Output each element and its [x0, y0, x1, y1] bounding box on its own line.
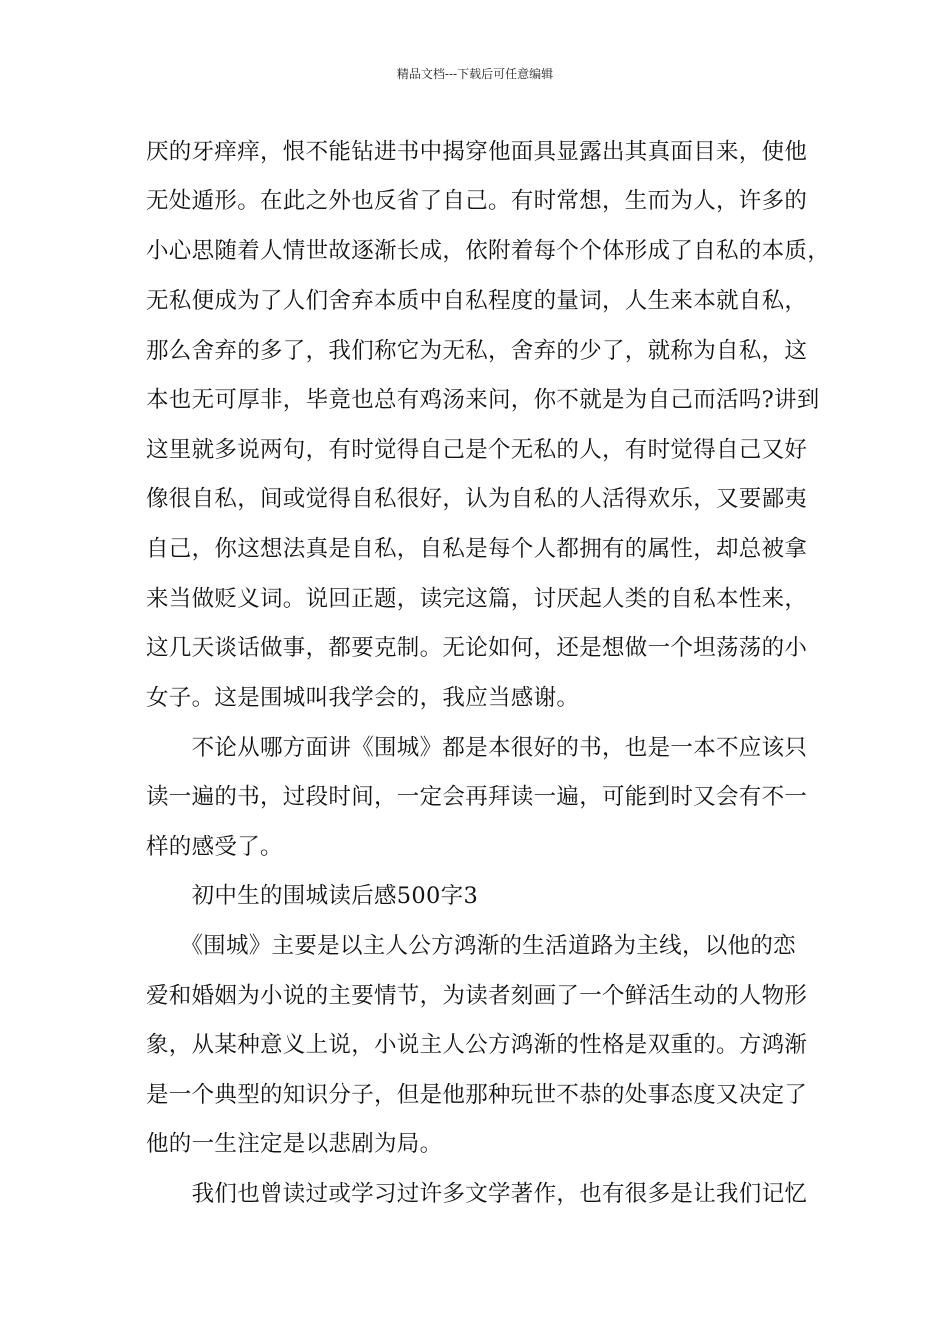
- page-header: 精品文档---下载后可任意编辑: [396, 67, 554, 81]
- text-line: 小心思随着人情世故逐渐长成，依附着每个个体形成了自私的本质，: [146, 238, 831, 264]
- text-line: 自己，你这想法真是自私，自私是每个人都拥有的属性，却总被拿: [146, 536, 808, 562]
- text-line: 女子。这是围城叫我学会的，我应当感谢。: [146, 685, 580, 711]
- text-line: 无私便成为了人们舍弃本质中自私程度的量词，人生来本就自私，: [146, 288, 808, 314]
- text-line: 他的一生注定是以悲剧为局。: [146, 1131, 443, 1157]
- text-line: 无处遁形。在此之外也反省了自己。有时常想，生而为人，许多的: [146, 188, 808, 214]
- text-line: 爱和婚姻为小说的主要情节，为读者刻画了一个鲜活生动的人物形: [146, 983, 808, 1009]
- text-line: 像很自私，间或觉得自私很好，认为自私的人活得欢乐，又要鄙夷: [146, 486, 808, 512]
- text-line: 《围城》主要是以主人公方鸿渐的生活道路为主线，以他的恋: [146, 933, 796, 959]
- text-line: 这几天谈话做事，都要克制。无论如何，还是想做一个坦荡荡的小: [146, 635, 808, 661]
- text-line: 这里就多说两句，有时觉得自己是个无私的人，有时觉得自己又好: [146, 437, 808, 463]
- text-line: 不论从哪方面讲《围城》都是本很好的书，也是一本不应该只: [146, 735, 808, 761]
- text-line: 本也无可厚非，毕竟也总有鸡汤来问，你不就是为自己而活吗?讲到: [146, 387, 820, 413]
- text-line: 样的感受了。: [146, 834, 283, 860]
- section-heading: 初中生的围城读后感500字3: [146, 883, 479, 909]
- text-line: 我们也曾读过或学习过许多文学著作，也有很多是让我们记忆: [146, 1181, 808, 1207]
- text-line: 象，从某种意义上说，小说主人公方鸿渐的性格是双重的。方鸿渐: [146, 1032, 808, 1058]
- text-line: 来当做贬义词。说回正题，读完这篇，讨厌起人类的自私本性来，: [146, 586, 808, 612]
- text-line: 厌的牙痒痒，恨不能钻进书中揭穿他面具显露出其真面目来，使他: [146, 139, 808, 165]
- text-line: 是一个典型的知识分子，但是他那种玩世不恭的处事态度又决定了: [146, 1082, 808, 1108]
- text-line: 那么舍弃的多了，我们称它为无私，舍弃的少了，就称为自私，这: [146, 338, 808, 364]
- text-line: 读一遍的书，过段时间，一定会再拜读一遍，可能到时又会有不一: [146, 784, 808, 810]
